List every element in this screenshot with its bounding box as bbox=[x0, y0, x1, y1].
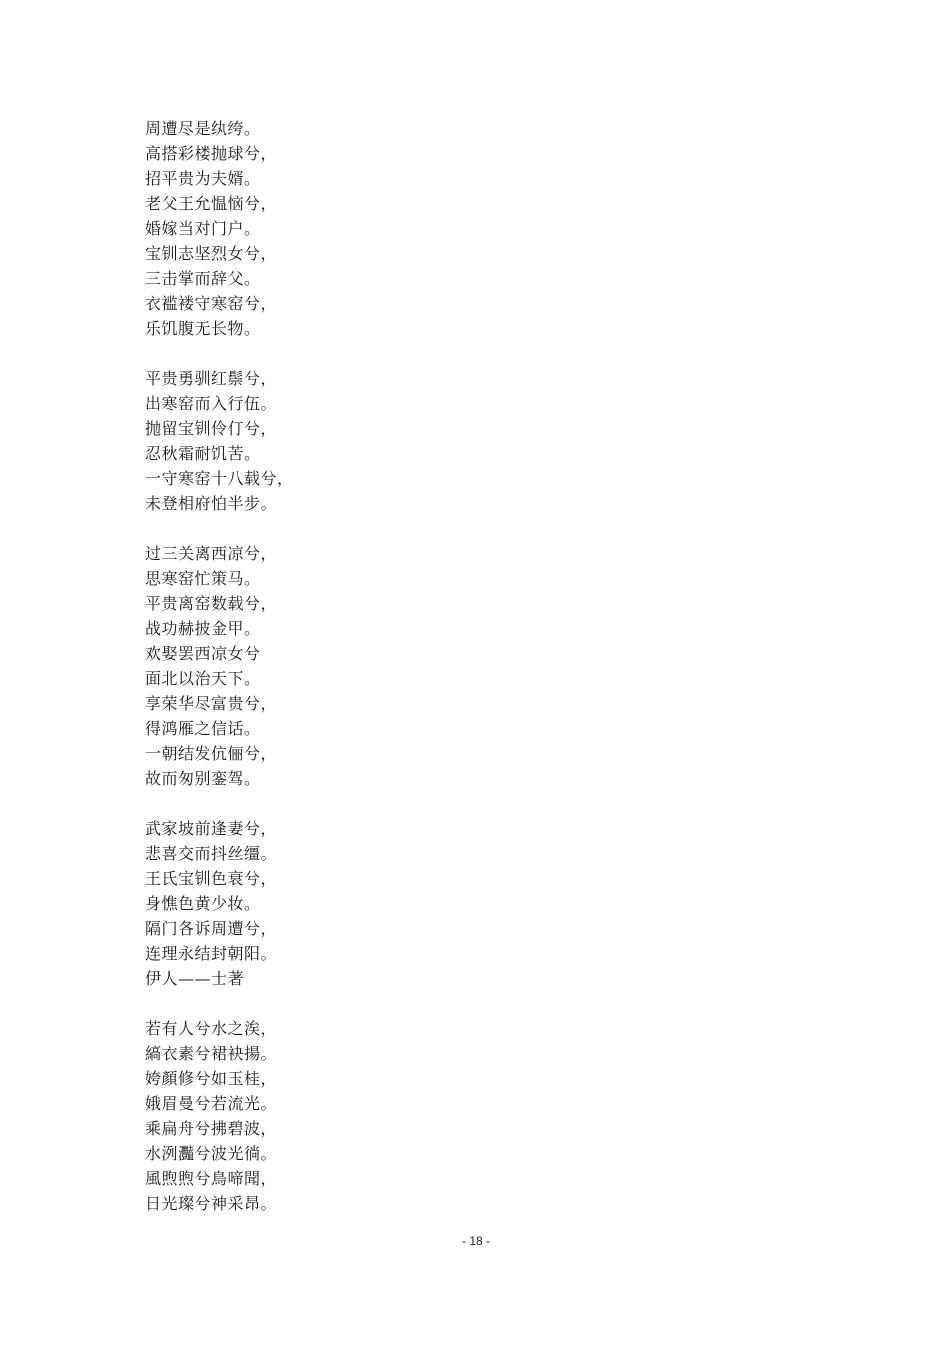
poem-line: 故而匆别銮驾。 bbox=[145, 769, 261, 788]
poem-body bbox=[145, 116, 565, 1241]
poem-line: 乐饥腹无长物。 bbox=[145, 319, 261, 338]
stanza-3 bbox=[145, 541, 565, 791]
poem-line: 縞衣素兮裙袂揚。 bbox=[145, 1044, 278, 1063]
poem-line: 三击掌而辞父。 bbox=[145, 269, 261, 288]
poem-line: 连理永结封朝阳。 bbox=[145, 944, 278, 963]
poem-line: 面北以治天下。 bbox=[145, 669, 261, 688]
poem-line: 欢娶罢西凉女兮 bbox=[145, 644, 261, 663]
poem-line: 周遭尽是纨绔。 bbox=[145, 119, 261, 138]
poem-line: 老父王允愠恼兮， bbox=[145, 194, 278, 213]
poem-line: 平贵勇驯红鬃兮， bbox=[145, 369, 278, 388]
poem-line: 風煦煦兮鳥啼聞， bbox=[145, 1169, 278, 1188]
poem-line: 忍秋霜耐饥苦。 bbox=[145, 444, 261, 463]
poem-line: 若有人兮水之涘， bbox=[145, 1019, 278, 1038]
poem-line: 战功赫披金甲。 bbox=[145, 619, 261, 638]
poem-line: 娥眉曼兮若流光。 bbox=[145, 1094, 278, 1113]
poem-author-line: 伊人——士著 bbox=[145, 969, 245, 988]
page-number: - 18 - bbox=[461, 1234, 490, 1248]
poem-line: 过三关离西凉兮， bbox=[145, 544, 278, 563]
poem-line: 身憔色黄少妆。 bbox=[145, 894, 261, 913]
poem-line: 未登相府怕半步。 bbox=[145, 494, 278, 513]
poem-line: 高搭彩楼抛球兮， bbox=[145, 144, 278, 163]
poem-line: 日光璨兮神采昂。 bbox=[145, 1194, 278, 1213]
poem-line: 隔门各诉周遭兮， bbox=[145, 919, 278, 938]
poem-line: 水洌灩兮波光徜。 bbox=[145, 1144, 278, 1163]
stanza-4 bbox=[145, 816, 565, 991]
poem-line: 婚嫁当对门户。 bbox=[145, 219, 261, 238]
poem-line: 姱顏修兮如玉桂， bbox=[145, 1069, 278, 1088]
poem-line: 乘扁舟兮拂碧波， bbox=[145, 1119, 278, 1138]
poem-line: 享荣华尽富贵兮， bbox=[145, 694, 278, 713]
poem-line: 一朝结发伉俪兮， bbox=[145, 744, 278, 763]
poem-line: 平贵离窑数载兮， bbox=[145, 594, 278, 613]
poem-line: 宝钏志坚烈女兮， bbox=[145, 244, 278, 263]
stanza-1 bbox=[145, 116, 565, 341]
poem-line: 悲喜交而抖丝缰。 bbox=[145, 844, 278, 863]
poem-line: 抛留宝钏伶仃兮， bbox=[145, 419, 278, 438]
poem-line: 衣褴褛守寒窑兮， bbox=[145, 294, 278, 313]
poem-line: 招平贵为夫婿。 bbox=[145, 169, 261, 188]
poem-line: 得鸿雁之信话。 bbox=[145, 719, 261, 738]
poem-line: 一守寒窑十八载兮， bbox=[145, 469, 294, 488]
poem-line: 王氏宝钏色衰兮， bbox=[145, 869, 278, 888]
poem-line: 出寒窑而入行伍。 bbox=[145, 394, 278, 413]
poem-line: 武家坡前逢妻兮， bbox=[145, 819, 278, 838]
poem-line: 思寒窑忙策马。 bbox=[145, 569, 261, 588]
stanza-2 bbox=[145, 366, 565, 516]
stanza-5 bbox=[145, 1016, 565, 1216]
